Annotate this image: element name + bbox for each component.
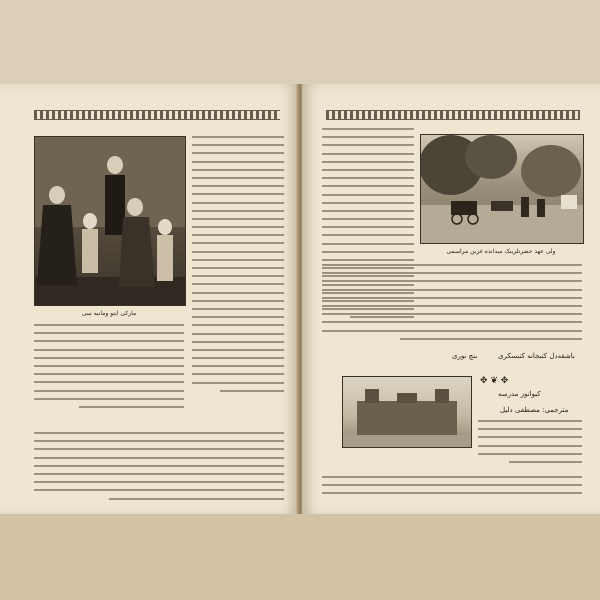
family-photo-figures	[35, 137, 185, 305]
right-page-bottom-text	[322, 476, 582, 506]
left-page-text-column-left	[34, 324, 184, 424]
procession-photograph	[420, 134, 584, 244]
book-spread	[0, 84, 600, 514]
procession-photo-caption: ولی عهد حضرتلرینک میدانده غزین مراسمی	[446, 248, 556, 255]
left-page	[0, 84, 298, 514]
left-page-bottom-text	[34, 432, 284, 504]
family-photograph	[34, 136, 186, 306]
building-photo-scene	[343, 377, 471, 447]
title-ornament: ✥ ❦ ✥	[480, 376, 509, 386]
background-bottom	[0, 514, 600, 600]
family-photo-caption: مارکی ایتو ومانیه سی	[81, 310, 137, 317]
left-page-ornamental-border	[34, 110, 280, 120]
background-top	[0, 0, 600, 84]
left-page-text-column-right	[192, 136, 284, 426]
right-page-middle-text	[322, 264, 582, 348]
right-page-ornamental-border	[326, 110, 580, 120]
building-photograph	[342, 376, 472, 448]
right-page	[302, 84, 600, 514]
section-subheading: باشقه‌دل کتبجانه کتبسکری	[498, 352, 575, 360]
article-title: کیوانور مدرسه	[498, 390, 541, 398]
section-heading: بنچ نوری	[452, 352, 478, 360]
article-byline: مترجمی: مصطفی دلیل	[500, 406, 569, 414]
right-page-article-text	[478, 420, 582, 470]
procession-photo-scene	[421, 135, 583, 243]
